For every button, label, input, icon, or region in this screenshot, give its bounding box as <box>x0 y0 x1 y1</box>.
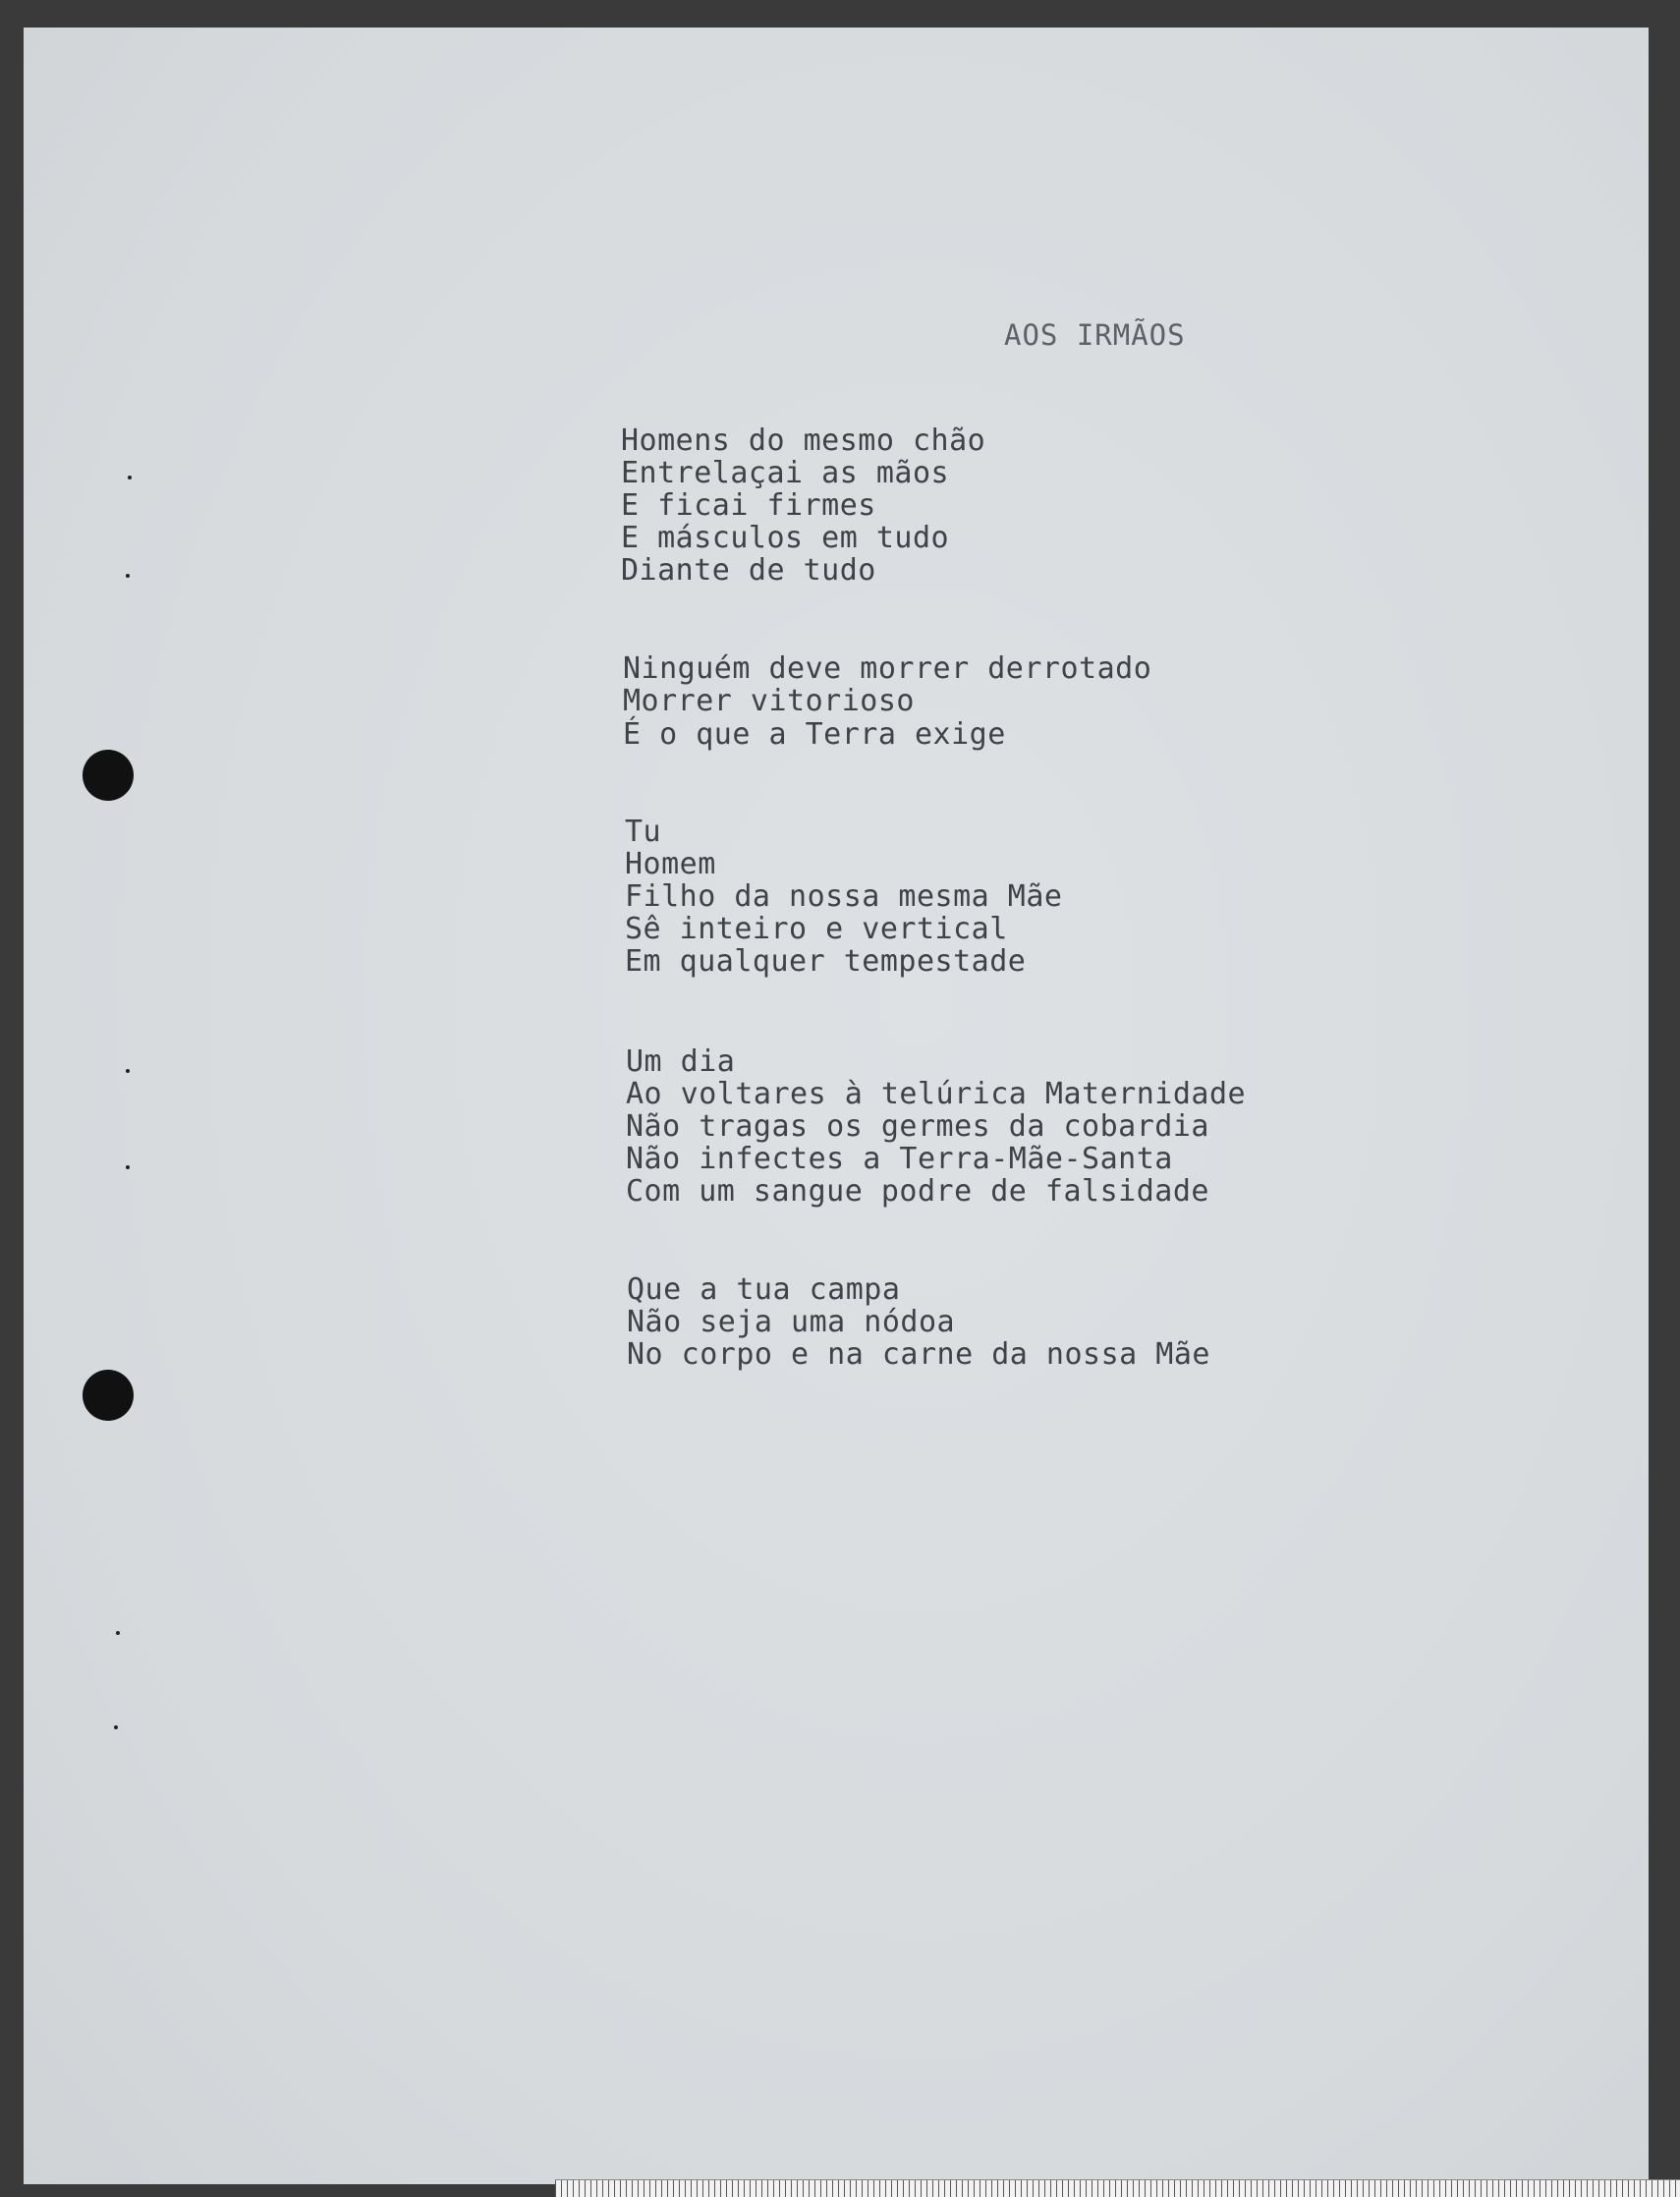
margin-mark <box>114 1725 118 1729</box>
poem-line: Morrer vitorioso <box>623 684 915 718</box>
poem-line: Com um sangue podre de falsidade <box>626 1174 1209 1209</box>
poem-line: Tu <box>625 815 662 849</box>
poem-line: E ficai firmes <box>621 488 876 523</box>
poem-line: Homem <box>625 847 716 881</box>
margin-mark <box>116 1631 120 1635</box>
poem-line: Sê inteiro e vertical <box>625 912 1008 946</box>
poem-line: Não seja uma nódoa <box>627 1305 956 1339</box>
poem-line: Não infectes a Terra-Mãe-Santa <box>626 1142 1173 1176</box>
poem-line: Em qualquer tempestade <box>625 944 1027 979</box>
poem-line: Um dia <box>626 1044 736 1079</box>
punch-hole <box>83 1370 134 1421</box>
poem-line: É o que a Terra exige <box>623 717 1006 752</box>
poem-line: Filho da nossa mesma Mãe <box>625 879 1063 914</box>
poem-line: E másculos em tudo <box>621 521 950 555</box>
scale-ruler <box>555 2179 1680 2197</box>
poem-line: Não tragas os germes da cobardia <box>626 1109 1209 1144</box>
poem-line: Entrelaçai as mãos <box>621 456 950 490</box>
poem-line: Diante de tudo <box>621 553 876 588</box>
poem-line: Ao voltares à telúrica Maternidade <box>626 1077 1247 1111</box>
poem-line: Que a tua campa <box>627 1272 901 1307</box>
margin-mark <box>126 1069 130 1073</box>
punch-hole <box>83 750 134 801</box>
poem-line: No corpo e na carne da nossa Mãe <box>627 1337 1210 1372</box>
poem-line: Ninguém deve morrer derrotado <box>623 651 1152 686</box>
poem-line: Homens do mesmo chão <box>621 423 986 458</box>
poem-title: AOS IRMÃOS <box>1004 318 1186 352</box>
margin-mark <box>126 1165 130 1169</box>
margin-mark <box>128 476 132 479</box>
document-page <box>24 28 1649 2184</box>
margin-mark <box>126 574 130 578</box>
